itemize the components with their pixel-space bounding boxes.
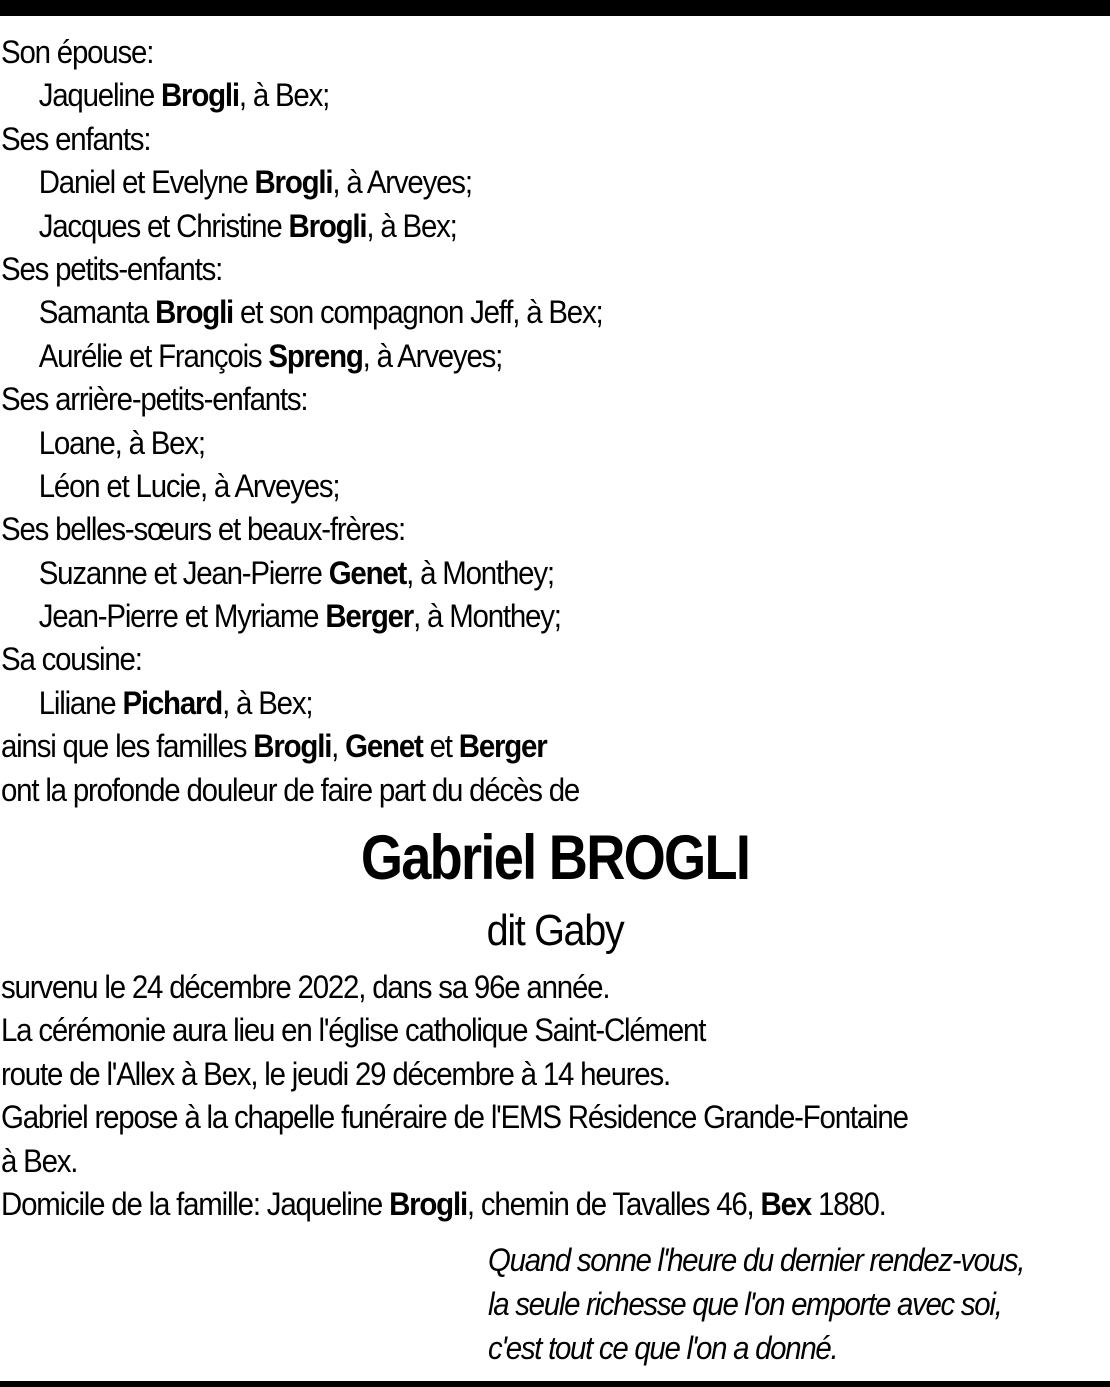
relation-heading	[1, 248, 1018, 291]
text-segment: Daniel et Evelyne	[38, 164, 255, 201]
text-segment: , à Arveyes;	[332, 164, 472, 201]
text-segment: Ses belles-sœurs et beaux-frères:	[1, 511, 405, 548]
relation-heading	[1, 118, 1018, 161]
text-segment: Sa cousine:	[1, 641, 142, 678]
ceremony-details	[1, 966, 1087, 1226]
text-segment: et son compagnon Jeff, à Bex;	[233, 294, 603, 331]
surname: Brogli	[389, 1185, 467, 1222]
relation-heading	[1, 31, 1018, 74]
surname: Brogli	[160, 77, 239, 114]
text-segment: Léon et Lucie, à Arveyes;	[38, 467, 340, 504]
family-member	[1, 552, 1018, 595]
text-segment: Ses enfants:	[1, 120, 151, 157]
text-segment: ainsi que les familles	[1, 728, 254, 765]
surname: Genet	[328, 554, 407, 591]
text-segment: Loane, à Bex;	[38, 424, 205, 461]
text-segment: Ses petits-enfants:	[1, 250, 223, 287]
family-member	[1, 291, 1018, 334]
family-member	[1, 335, 1018, 378]
closing-quote	[488, 1238, 1110, 1370]
text-segment: Domicile de la famille: Jaqueline	[1, 1185, 390, 1222]
text-segment: , à Monthey;	[413, 598, 561, 635]
quote-line: la seule richesse que l'on emporte avec soi,	[488, 1286, 1002, 1322]
family-member	[1, 682, 1018, 725]
family-list	[1, 31, 1018, 812]
surname: Genet	[345, 728, 423, 765]
relation-heading	[1, 508, 1018, 551]
relation-heading	[1, 769, 1018, 812]
surname: Brogli	[288, 207, 367, 244]
family-member	[1, 74, 1018, 117]
details-line	[1, 966, 1087, 1009]
surname: Berger	[458, 728, 547, 765]
family-member	[1, 595, 1018, 638]
text-segment: , à Bex;	[222, 684, 313, 721]
family-member	[1, 205, 1018, 248]
quote-line: Quand sonne l'heure du dernier rendez-vous,	[488, 1242, 1025, 1278]
details-line	[1, 1096, 1087, 1139]
family-member	[1, 161, 1018, 204]
text-segment: , à Bex;	[366, 207, 457, 244]
text-segment: et	[422, 728, 459, 765]
surname: Brogli	[155, 294, 234, 331]
text-segment: Liliane	[38, 684, 123, 721]
deceased-alias: dit Gaby	[486, 906, 624, 955]
text-segment: ont la profonde douleur de faire part du décès de	[1, 771, 580, 808]
details-line	[1, 1053, 1087, 1096]
surname: Brogli	[253, 728, 332, 765]
family-member	[1, 465, 1018, 508]
text-segment: Son épouse:	[1, 34, 154, 70]
family-member	[1, 422, 1018, 465]
text-segment: survenu le 24 décembre 2022, dans sa 96e année.	[1, 969, 610, 1005]
relation-heading	[1, 378, 1018, 421]
text-segment: Ses arrière-petits-enfants:	[1, 381, 308, 418]
text-segment: Suzanne et Jean-Pierre	[38, 554, 329, 591]
text-segment: , à Bex;	[238, 77, 330, 114]
relation-heading	[1, 638, 1018, 681]
text-segment: La cérémonie aura lieu en l'église catholique Saint-Clément	[1, 1012, 706, 1049]
text-segment: 1880.	[810, 1185, 886, 1222]
deceased-name: Gabriel BROGLI	[360, 823, 750, 893]
top-rule	[0, 0, 1110, 16]
text-segment: , chemin de Tavalles 46,	[466, 1185, 761, 1222]
relation-heading	[1, 725, 1018, 768]
surname: Bex	[760, 1185, 811, 1222]
text-segment: à Bex.	[1, 1142, 78, 1179]
text-segment: Jean-Pierre et Myriame	[38, 598, 326, 635]
text-segment: Aurélie et François	[38, 337, 269, 374]
surname: Spreng	[268, 337, 363, 374]
bottom-rule	[0, 1381, 1110, 1387]
surname: Berger	[325, 598, 414, 635]
text-segment: Jaqueline	[38, 77, 161, 114]
text-segment: Gabriel repose à la chapelle funéraire de l'EMS Résidence Grande-Fontaine	[1, 1099, 908, 1136]
quote-line: c'est tout ce que l'on a donné.	[488, 1330, 838, 1366]
text-segment: ,	[331, 728, 346, 765]
text-segment: , à Arveyes;	[362, 337, 503, 374]
text-segment: route de l'Allex à Bex, le jeudi 29 décembre à 14 heures.	[1, 1055, 670, 1092]
details-line	[1, 1140, 1087, 1183]
surname: Brogli	[254, 164, 333, 201]
details-line	[1, 1183, 1087, 1226]
surname: Pichard	[122, 684, 223, 721]
text-segment: Samanta	[38, 294, 156, 331]
text-segment: , à Monthey;	[406, 554, 554, 591]
text-segment: Jacques et Christine	[38, 207, 289, 244]
details-line	[1, 1009, 1087, 1052]
